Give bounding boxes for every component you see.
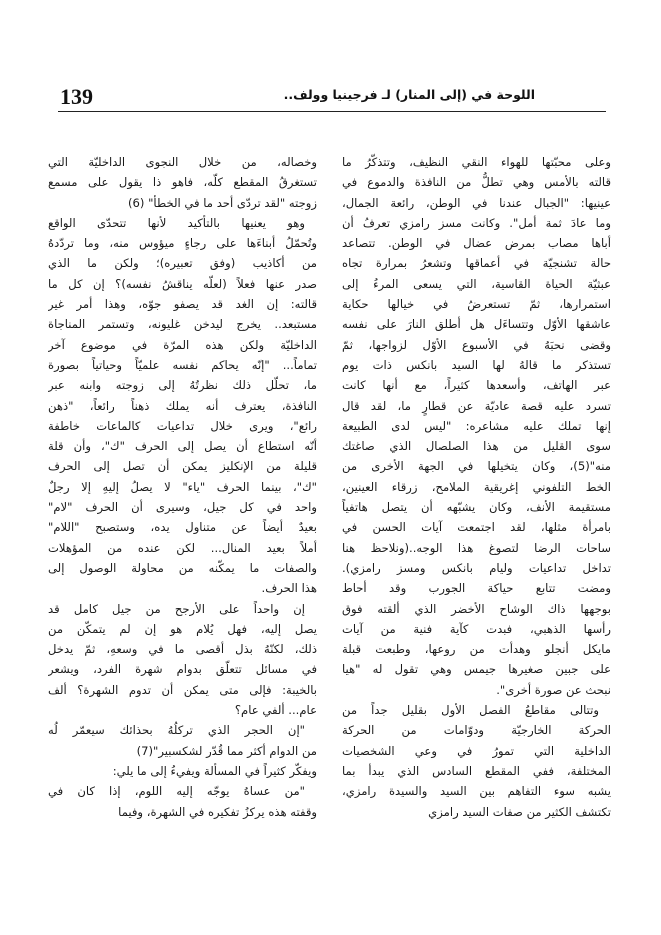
- text-line: استمرارها، ثمّ تستعرضُ في خيالها حكاية: [342, 297, 611, 312]
- text-line: الحركة الخارجيّة ودوّامات من الحركة: [342, 723, 611, 738]
- text-line: تستذكر ما قالهُ لها السيد بانكس ذات يوم: [342, 357, 611, 372]
- text-line: ما، تحلّل ذلك نظرتُهُ إلى زوجته وابنه عبر: [48, 378, 317, 393]
- text-line: ذلك، لكنّهُ بذل أقصى ما في وسعهِ، ثمّ يدخل: [48, 642, 317, 657]
- text-line: تكتشف الكثير من صفات السيد رامزي: [428, 804, 611, 819]
- text-line: قليلة من الإنكليز يمكن أن تصل إلى الحرف: [48, 459, 317, 474]
- text-line: عبر الهاتف، وأسعدها كثيراً، مع أنها كانت: [342, 378, 611, 393]
- text-line: بوجهها ذاك الوشاح الأخضر الذي ألقته فوق: [342, 601, 611, 616]
- text-line: مستبعد.. يخرج ليدخن غليونه، وتستمر المناجاة: [48, 317, 317, 332]
- text-line: زوجته "لقد تردّى أحد ما في الخطأ" (6): [127, 195, 317, 210]
- text-line: المختلفة، ففي المقطع السادس الذي يبدأ بما: [342, 763, 611, 778]
- page-number: 139: [60, 84, 93, 109]
- text-line: "من عساهُ يوجّه إليه اللوم، إذا كان في: [48, 784, 305, 799]
- text-line: يشبه سوء التفاهم بين السيد والسيدة رامزي،: [342, 784, 611, 799]
- text-line: من الدوام أكثر مما قُدّر لشكسبير"(7): [136, 743, 317, 758]
- text-line: الداخلية التي تمورُ في وعي الشخصيات: [342, 743, 611, 758]
- text-line: من أكاذيب (وفق تعبيره)؛ ولكن ما الذي: [48, 256, 317, 271]
- running-header-title: اللوحة في (إلى المنار) لـ فرجينيا وولف..: [283, 87, 535, 102]
- text-line: واحد في كل جيل، وسيرى أن الحرف "لام": [48, 500, 317, 515]
- text-line: أملاً بعيد المنال... لكن عنده من المؤهلات: [48, 540, 317, 555]
- text-line: مايكل أنجلو وهدأت من روعها، وطبعت قبلة: [342, 642, 611, 657]
- text-line: على جبين صغيرها جيمس وهي تقول له "هيا: [342, 662, 611, 677]
- text-line: إن واحداً على الأرجح من جيل كامل قد: [48, 601, 305, 616]
- text-line: سوى القليل من هذا الصلصال الذي صاغتك: [342, 439, 611, 454]
- text-line: وعلى محبّتها للهواء النقي النظيف، وتتذكّرُ ما: [342, 155, 611, 169]
- text-line: وخصاله، من خلال النجوى الداخليّة التي: [48, 155, 317, 169]
- text-line: "ك"، بينما الحرف "ياء" لا يصلُ إليهِ إلا رجلٌ: [48, 479, 317, 494]
- text-line: حالة تشنجيّة في أعماقها وتشعرُ بمرارة تجاه: [342, 256, 611, 271]
- text-line: ويفكّر كثيراً في المسألة ويفيءُ إلى ما يلي:: [112, 763, 317, 778]
- text-line: ومضت تتابع حياكة الجورب وقد أحاط: [342, 581, 611, 596]
- text-line: قالته: إن الغد قد يصفو جوّه، وهذا أمر غير: [48, 297, 317, 312]
- text-line: وقفته هذه يركزُ تفكيره في الشهرة، وفيما: [118, 804, 317, 819]
- text-line: عينيها: "الجبال عندنا في الوطن، رائعة الجمال،: [342, 195, 611, 210]
- text-line: ساحات الرضا لتصوغ هذا الوجه..(ونلاحظ هنا: [342, 540, 611, 555]
- text-column-right: [342, 152, 611, 822]
- header-divider: [58, 111, 606, 112]
- text-line: بامرأة مثلها، لقد اجتمعت آيات الحسن في: [342, 520, 611, 535]
- text-line: وتتالى مقاطعُ الفصل الأول بقليل جداً من: [342, 703, 599, 718]
- text-line: وهو يعنيها بالتأكيد لأنها تتحدّى الواقع: [48, 215, 305, 230]
- text-line: قالته بالأمس وهي تطلُّ من النافذة والدموع في: [342, 175, 611, 190]
- text-line: منه"(5)، وكان يتخيلها في الجهة الأخرى من: [342, 459, 611, 474]
- text-line: الداخليّة ولكن هذه المرّة في موضوع آخر: [48, 337, 317, 352]
- text-line: عاشقها الأوّل وتتساءَل هل أطلق النارَ على نفسه: [342, 317, 611, 332]
- text-line: الخط التلفوني إغريقية الملامح، زرقاء العينين،: [342, 479, 611, 494]
- text-line: تستغرقُ المقطع كلّه، فاهو ذا يقول على مسمع: [48, 175, 317, 190]
- text-line: رائع"، ويرى خلال تداعيات كالماعات خاطفة: [48, 418, 317, 433]
- text-line: نبحث عن صورة أخرى".: [496, 682, 611, 697]
- text-line: وقضى نحبَهُ في الأسبوع الأوّل لزواجها، ثمّ: [342, 337, 611, 352]
- text-line: وتُحمّلُ أبناءَها على رجاءٍ ميؤوس منه، وما تردّدهُ: [48, 236, 317, 251]
- text-column-left: [48, 152, 317, 822]
- text-line: رأسها الذهبي، فبدت كآية فنية من آيات: [342, 621, 611, 636]
- text-line: أباها مصاب بمرض عضال في الوطن. تتصاعد: [342, 236, 611, 251]
- text-line: أنّه استطاع أن يصل إلى الحرف "ك"، وأن قلة: [48, 439, 317, 454]
- text-line: صدر عنها فعلاً (لعلّه يناقشُ نفسه)؟ إن كل ما: [48, 276, 317, 291]
- text-line: بالخيبة: فإلى متى يمكن أن تدوم الشهرة؟ ألف: [48, 682, 317, 697]
- text-line: مستقيمة الأنف، وكان يشبّهه أن يتصل هاتفياً: [342, 500, 611, 515]
- text-line: النافذة، يعترف أنه يملك ذهناً رائعاً، "ذهن: [48, 398, 317, 413]
- text-line: هذا الحرف.: [261, 581, 317, 596]
- text-line: تسرد عليه قصة عاديّة عن قطارٍ ما، لقد قال: [342, 398, 611, 413]
- text-line: تداخل تداعيات وليام بانكس ومسز رامزي).: [342, 560, 611, 575]
- text-line: في مسائل تتعلّق بدوام شهرة الفرد، ويشعر: [48, 662, 317, 677]
- text-line: يصل إليه، فهل يُلام هو إن لم يتمكّن من: [48, 621, 317, 636]
- text-line: عام... ألفي عام؟: [234, 703, 317, 718]
- text-line: والصفات ما يمكّنه من محاولة الوصول إلى: [48, 560, 317, 575]
- text-line: عبثيّة الحياة القاسية، التي يسعى المرءُ إلى: [342, 276, 611, 291]
- text-line: "إن الحجر الذي تركلُهُ بحذائك سيعمّر لُه: [48, 723, 305, 738]
- text-line: تماماً... "إنّه يحاكم نفسه علميّاً وحياتياً بصورة: [48, 357, 317, 372]
- text-line: بعيدٌ أيضاً عن متناول يده، وستصبح "اللام": [48, 520, 317, 535]
- text-line: وما عادَ ثمة أمل". وكانت مسز رامزي تعرفُ أن: [342, 215, 611, 230]
- text-line: إنها تملك عليه مشاعره: "ليس لدى الطبيعة: [342, 418, 611, 433]
